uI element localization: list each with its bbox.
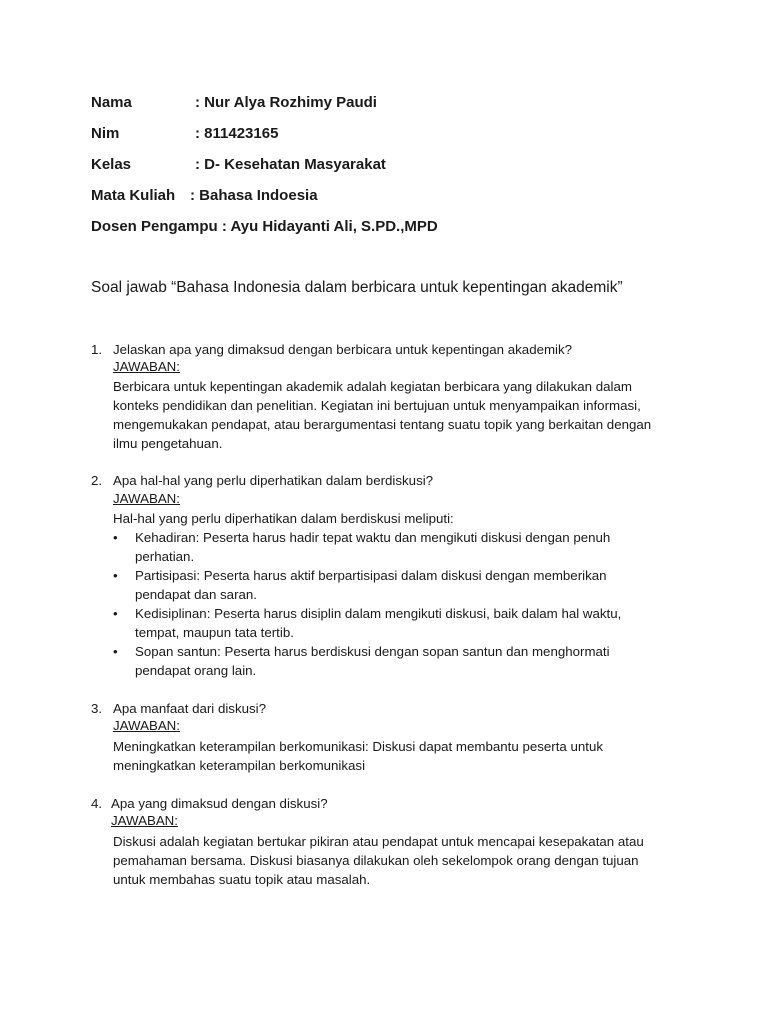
question-number: 1. xyxy=(91,342,103,357)
nim-value: : 811423165 xyxy=(195,125,279,142)
question-text: Apa hal-hal yang perlu diperhatikan dalam berdiskusi? xyxy=(113,473,434,488)
list-item xyxy=(113,528,693,566)
question-number: 3. xyxy=(91,701,103,716)
nama-value: : Nur Alya Rozhimy Paudi xyxy=(195,94,377,111)
list-item-line: pendapat orang lain. xyxy=(135,663,257,678)
answer-2-intro xyxy=(113,509,683,528)
answer-label: JAWABAN: xyxy=(113,491,180,506)
bullet-dot: • xyxy=(113,606,118,621)
list-item-line: Sopan santun: Peserta harus berdiskusi dengan sopan santun dan menghormati xyxy=(135,644,610,659)
answer-label: JAWABAN: xyxy=(111,813,178,828)
list-item-line: pendapat dan saran. xyxy=(135,587,257,602)
question-text: Jelaskan apa yang dimaksud dengan berbicara untuk kepentingan akademik? xyxy=(113,342,573,357)
answer-line: konteks pendidikan dan penelitian. Kegiatan ini bertujuan untuk menyampaikan informasi, xyxy=(113,398,641,413)
list-item-line: Kedisiplinan: Peserta harus disiplin dalam mengikuti diskusi, baik dalam hal waktu, xyxy=(135,606,622,621)
answer-label: JAWABAN: xyxy=(113,718,180,733)
list-item-line: tempat, maupun tata tertib. xyxy=(135,625,294,640)
bullet-dot: • xyxy=(113,568,118,583)
answer-1 xyxy=(113,377,683,453)
answer-line: Diskusi adalah kegiatan bertukar pikiran atau pendapat untuk mencapai kesepakatan atau xyxy=(113,834,644,849)
question-2 xyxy=(91,471,691,490)
mata-kuliah-label: Mata Kuliah xyxy=(91,187,176,204)
list-item xyxy=(113,604,693,642)
answer-3 xyxy=(113,737,683,775)
question-3 xyxy=(91,699,691,718)
list-item-text xyxy=(135,642,610,680)
list-item-text xyxy=(135,566,607,604)
answer-line: Meningkatkan keterampilan berkomunikasi: Diskusi dapat membantu peserta untuk xyxy=(113,739,604,754)
nama-label: Nama xyxy=(91,94,132,111)
list-item-text xyxy=(135,604,621,642)
question-4 xyxy=(91,794,691,813)
question-number: 2. xyxy=(91,473,103,488)
kelas-label: Kelas xyxy=(91,156,132,173)
kelas-value: : D- Kesehatan Masyarakat xyxy=(195,156,386,173)
list-item xyxy=(113,566,693,604)
list-item-line: Partisipasi: Peserta harus aktif berpartisipasi dalam diskusi dengan memberikan xyxy=(135,568,607,583)
dosen-pengampu-text: Dosen Pengampu : Ayu Hidayanti Ali, S.PD.,MPD xyxy=(91,218,438,235)
answer-line: Berbicara untuk kepentingan akademik adalah kegiatan berbicara yang dilakukan dalam xyxy=(113,379,632,394)
answer-line: mengemukakan pendapat, atau berargumentasi tentang suatu topik yang berkaitan dengan xyxy=(113,417,652,432)
list-item-line: perhatian. xyxy=(135,549,195,564)
answer-line: Hal-hal yang perlu diperhatikan dalam berdiskusi meliputi: xyxy=(113,511,454,526)
document-title: Soal jawab “Bahasa Indonesia dalam berbicara untuk kepentingan akademik” xyxy=(91,279,623,296)
list-item-line: Kehadiran: Peserta harus hadir tepat waktu dan mengikuti diskusi dengan penuh xyxy=(135,530,611,545)
list-item-text xyxy=(135,528,610,566)
answer-4 xyxy=(113,832,683,889)
answer-line: untuk membahas suatu topik atau masalah. xyxy=(113,872,371,887)
bullet-dot: • xyxy=(113,644,118,659)
answer-line: meningkatkan keterampilan berkomunikasi xyxy=(113,758,366,773)
answer-label: JAWABAN: xyxy=(113,359,180,374)
answer-line: pemahaman bersama. Diskusi biasanya dilakukan oleh sekelompok orang dengan tujuan xyxy=(113,853,639,868)
bullet-dot: • xyxy=(113,530,118,545)
mata-kuliah-value: : Bahasa Indoesia xyxy=(190,187,318,204)
answer-line: ilmu pengetahuan. xyxy=(113,436,223,451)
question-text: Apa manfaat dari diskusi? xyxy=(113,701,266,716)
nim-label: Nim xyxy=(91,125,120,142)
question-1 xyxy=(91,340,691,359)
list-item xyxy=(113,642,693,680)
question-text: Apa yang dimaksud dengan diskusi? xyxy=(111,796,328,811)
question-number: 4. xyxy=(91,796,103,811)
